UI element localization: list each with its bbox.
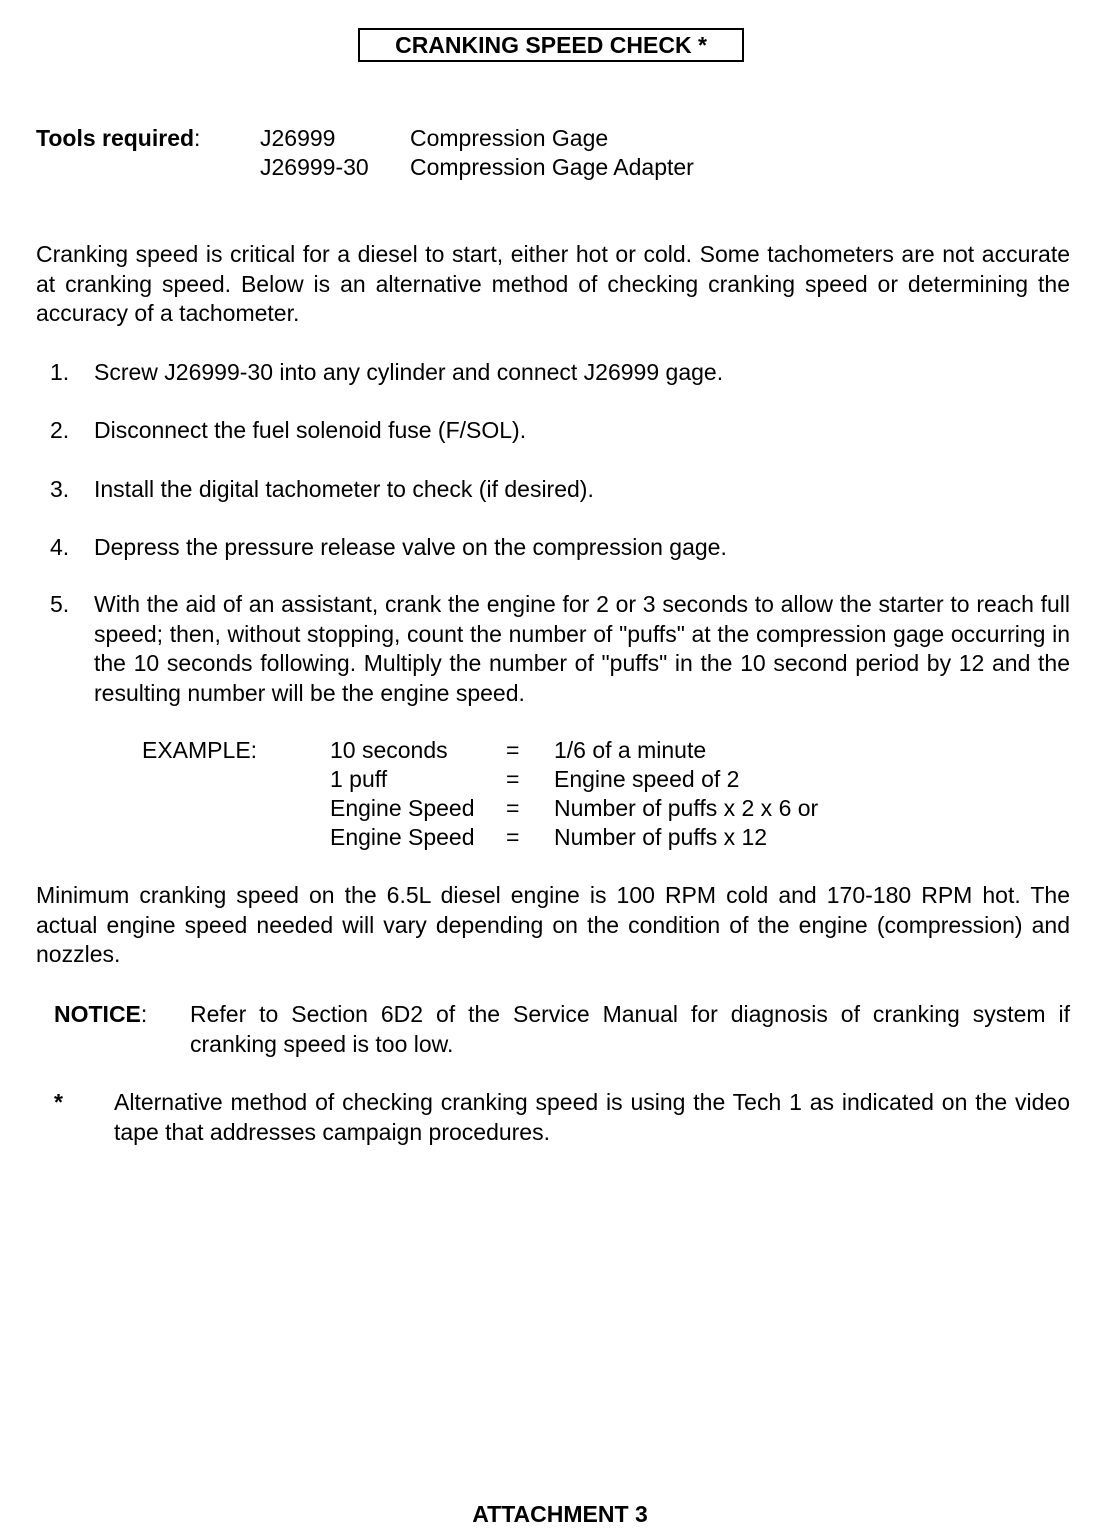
example-equals: = <box>506 824 520 850</box>
notice-label-text: NOTICE <box>54 1001 141 1027</box>
tool-description: Compression Gage Adapter <box>410 154 694 180</box>
tool-description: Compression Gage <box>410 125 609 151</box>
tools-label-colon: : <box>194 125 201 151</box>
example-rhs: Number of puffs x 2 x 6 or <box>554 795 819 821</box>
notice-colon: : <box>140 1001 148 1027</box>
step-text: Screw J26999-30 into any cylinder and connect J26999 gage. <box>94 359 724 385</box>
example-equals: = <box>506 795 520 821</box>
step-text: Depress the pressure release valve on the compression gage. <box>94 534 727 560</box>
example-rhs: 1/6 of a minute <box>554 737 707 763</box>
step-number: 1. <box>50 359 70 385</box>
example-lhs: Engine Speed <box>330 824 475 850</box>
tools-required-label <box>36 124 200 154</box>
example-equals: = <box>506 766 520 792</box>
footnote-text: Alternative method of checking cranking speed is using the Tech 1 as indicated on the video tape that addresses campaign procedures. <box>114 1089 1070 1145</box>
intro-paragraph: Cranking speed is critical for a diesel to start, either hot or cold. Some tachometers are not accurate at cranking speed. Below is an alternative method of checking cranking speed or determining the accuracy of a tachometer. <box>36 241 1070 326</box>
example-rhs: Engine speed of 2 <box>554 766 740 792</box>
step-text: With the aid of an assistant, crank the engine for 2 or 3 seconds to allow the starter to reach full speed; then, without stopping, count the number of "puffs" at the compression gage occurring in the 10 seconds following. Multiply the number of "puffs" in the 10 second period by 12 and the resulting number will be the engine speed. <box>94 591 1070 706</box>
example-lhs: 10 seconds <box>330 737 448 763</box>
example-lhs: 1 puff <box>330 766 388 792</box>
step-text: Install the digital tachometer to check (if desired). <box>94 476 594 502</box>
example-lhs: Engine Speed <box>330 795 475 821</box>
page-title: CRANKING SPEED CHECK * <box>358 28 744 62</box>
notice-label <box>54 1000 147 1030</box>
tool-number: J26999 <box>260 125 336 151</box>
attachment-label: ATTACHMENT 3 <box>472 1501 648 1527</box>
step-number: 4. <box>50 534 70 560</box>
step-number: 3. <box>50 476 70 502</box>
step-number: 5. <box>50 591 70 617</box>
tools-label-text: Tools required <box>36 125 195 151</box>
minimum-speed-paragraph: Minimum cranking speed on the 6.5L diesel engine is 100 RPM cold and 170-180 RPM hot. The actual engine speed needed will vary depending on the condition of the engine (compression) and nozzles. <box>36 882 1070 967</box>
tool-number: J26999-30 <box>260 154 369 180</box>
step-number: 2. <box>50 417 70 443</box>
notice-text: Refer to Section 6D2 of the Service Manual for diagnosis of cranking system if cranking speed is too low. <box>190 1001 1070 1057</box>
example-rhs: Number of puffs x 12 <box>554 824 768 850</box>
example-equals: = <box>506 737 520 763</box>
step-text: Disconnect the fuel solenoid fuse (F/SOL). <box>94 417 527 443</box>
example-label: EXAMPLE: <box>142 737 258 763</box>
footnote-marker: * <box>54 1089 63 1115</box>
